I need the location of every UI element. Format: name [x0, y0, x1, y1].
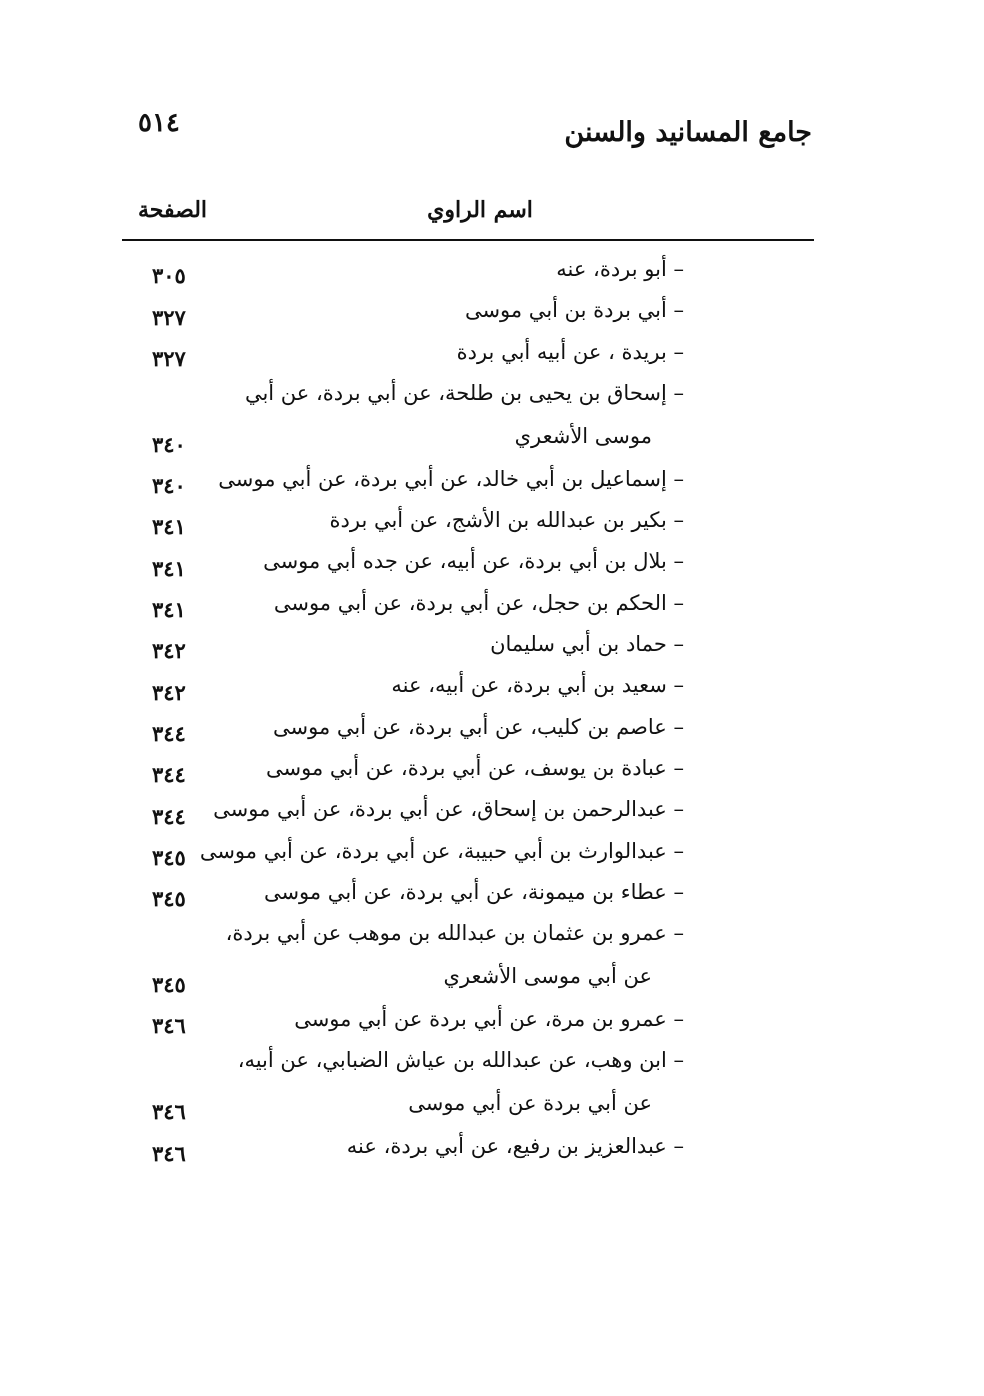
index-entry — [0, 463, 984, 504]
entry-page-number: ٣٤٤ — [152, 720, 186, 746]
narrator-chain-text: – أبو بردة، عنه — [556, 257, 684, 281]
narrator-chain-text: – بريدة ، عن أبيه أبي بردة — [456, 339, 684, 364]
narrator-chain-text: عن أبي بردة عن أبي موسى — [408, 1091, 652, 1116]
entry-page-number: ٣٤٤ — [152, 803, 186, 829]
index-entry — [0, 628, 984, 669]
index-entry — [0, 1044, 984, 1130]
narrator-chain-text: – عبدالوارث بن أبي حبيبة، عن أبي بردة، عن أبي موسى — [199, 838, 684, 863]
entry-page-number: ٣٤٤ — [152, 762, 186, 788]
index-entry — [0, 793, 984, 834]
index-entry — [0, 917, 984, 1003]
book-title: جامع المسانيد والسنن — [564, 117, 812, 148]
narrator-chain-text: عن أبي موسى الأشعري — [443, 964, 652, 989]
narrator-chain-text: – حماد بن أبي سليمان — [490, 632, 684, 657]
narrator-chain-text: موسى الأشعري — [514, 423, 652, 448]
entry-page-number: ٣٤٥ — [152, 844, 186, 870]
narrator-chain-text: – عطاء بن ميمونة، عن أبي بردة، عن أبي موسى — [263, 879, 684, 904]
page-number: ٥١٤ — [138, 108, 180, 138]
index-entry — [0, 336, 984, 377]
entry-page-number: ٣٤٦ — [152, 1099, 186, 1125]
entry-page-number: ٣٢٧ — [152, 345, 186, 371]
index-entry — [0, 377, 984, 463]
index-entry — [0, 752, 984, 793]
narrator-chain-text: – أبي بردة بن أبي موسى — [464, 298, 684, 323]
index-entry — [0, 587, 984, 628]
narrator-chain-text: – الحكم بن حجل، عن أبي بردة، عن أبي موسى — [273, 590, 684, 615]
narrator-chain-text: – عبدالعزيز بن رفيع، عن أبي بردة، عنه — [346, 1134, 684, 1159]
page-column-header: الصفحة — [138, 197, 208, 223]
entry-page-number: ٣٤٦ — [152, 1140, 186, 1166]
entry-page-number: ٣٤١ — [152, 555, 186, 581]
entry-page-number: ٣٤٥ — [152, 972, 186, 998]
entry-page-number: ٣٢٧ — [152, 304, 186, 330]
entry-page-number: ٣٤١ — [152, 514, 186, 540]
narrator-chain-text: – إسحاق بن يحيى بن طلحة، عن أبي بردة، عن أبي — [244, 380, 684, 405]
index-entry — [0, 294, 984, 335]
narrator-chain-text: – عبدالرحمن بن إسحاق، عن أبي بردة، عن أبي موسى — [213, 797, 684, 822]
narrator-chain-text: – بكير بن عبدالله بن الأشج، عن أبي بردة — [329, 508, 684, 533]
entry-page-number: ٣٤٠ — [152, 431, 186, 457]
index-entry — [0, 253, 984, 294]
entry-page-number: ٣٤٥ — [152, 886, 186, 912]
entry-page-number: ٣٠٥ — [152, 263, 186, 289]
narrator-chain-text: – سعيد بن أبي بردة، عن أبيه، عنه — [391, 673, 684, 698]
header-rule — [122, 239, 814, 241]
index-entry — [0, 1130, 984, 1171]
narrator-chain-text: – عمرو بن مرة، عن أبي بردة عن أبي موسى — [294, 1007, 684, 1032]
entry-page-number: ٣٤٢ — [152, 679, 186, 705]
index-entry — [0, 876, 984, 917]
narrator-chain-text: – بلال بن أبي بردة، عن أبيه، عن جده أبي موسى — [263, 549, 684, 574]
entry-page-number: ٣٤٠ — [152, 473, 186, 499]
index-entry — [0, 545, 984, 586]
entry-page-number: ٣٤٢ — [152, 638, 186, 664]
index-entry — [0, 669, 984, 710]
index-entry — [0, 504, 984, 545]
index-entry — [0, 711, 984, 752]
narrator-chain-text: – عاصم بن كليب، عن أبي بردة، عن أبي موسى — [273, 714, 684, 739]
index-entry — [0, 1003, 984, 1044]
index-entry — [0, 835, 984, 876]
narrator-index-list — [0, 253, 984, 1172]
entry-page-number: ٣٤٦ — [152, 1013, 186, 1039]
narrator-chain-text: – عمرو بن عثمان بن عبدالله بن موهب عن أبي بردة، — [225, 921, 684, 946]
narrator-column-header: اسم الراوي — [427, 197, 533, 223]
narrator-chain-text: – ابن وهب، عن عبدالله بن عياش الضبابي، عن أبيه، — [237, 1048, 684, 1073]
narrator-chain-text: – إسماعيل بن أبي خالد، عن أبي بردة، عن أبي موسى — [218, 466, 684, 491]
entry-page-number: ٣٤١ — [152, 597, 186, 623]
narrator-chain-text: – عبادة بن يوسف، عن أبي بردة، عن أبي موسى — [266, 755, 684, 780]
